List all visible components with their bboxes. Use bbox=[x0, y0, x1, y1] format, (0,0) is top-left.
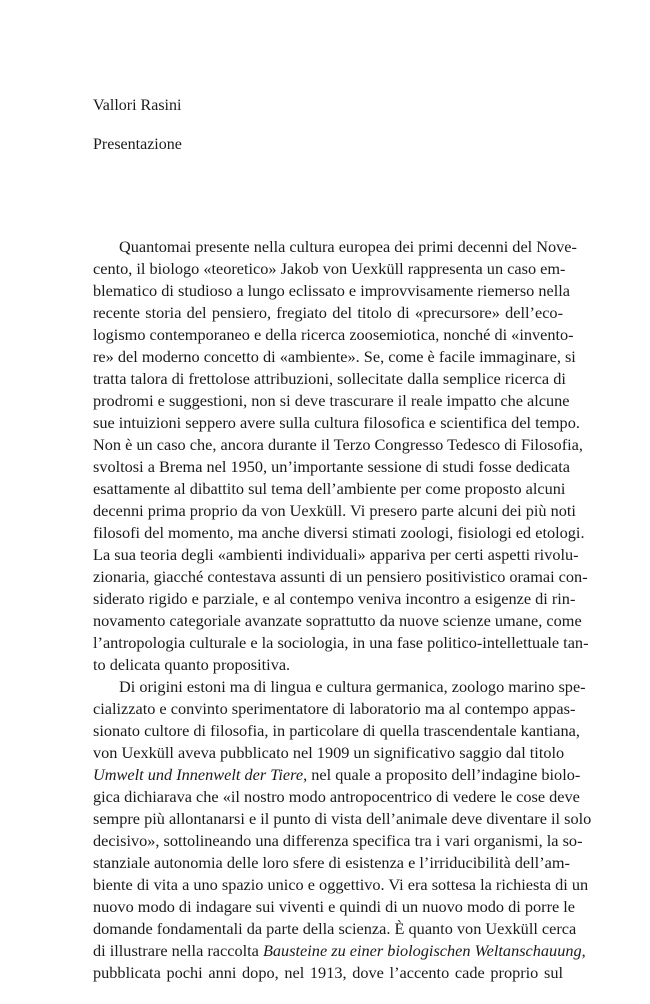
text-fragment: biente di vita a uno spazio unico e oggettivo. Vi era sottesa la richiesta di un bbox=[93, 875, 589, 894]
text-line bbox=[93, 236, 577, 258]
text-line bbox=[93, 588, 576, 610]
text-line bbox=[93, 544, 579, 566]
text-line bbox=[93, 852, 570, 874]
text-fragment: pubblicata pochi anni dopo, nel 1913, dove l’accento cade proprio sul bbox=[93, 963, 563, 982]
text-line bbox=[93, 896, 576, 918]
text-line bbox=[93, 874, 589, 896]
text-fragment: zionaria, giacché contestava assunti di un pensiero positivistico oramai con- bbox=[93, 567, 588, 586]
text-line bbox=[93, 786, 580, 808]
text-fragment: logismo contemporaneo e della ricerca zoosemiotica, nonché di «invento- bbox=[93, 325, 574, 344]
text-line bbox=[93, 654, 563, 676]
text-fragment: , bbox=[581, 941, 586, 960]
text-fragment: cializzato e convinto sperimentatore di laboratorio ma al contempo appas- bbox=[93, 699, 576, 718]
text-fragment: prodromi e suggestioni, non si deve trascurare il reale impatto che alcune bbox=[93, 391, 570, 410]
text-line bbox=[93, 324, 574, 346]
text-line bbox=[93, 280, 571, 302]
text-line bbox=[93, 368, 566, 390]
text-fragment: esattamente al dibattito sul tema dell’ambiente per come proposto alcuni bbox=[93, 479, 566, 498]
author-name: Vallori Rasini bbox=[93, 97, 182, 114]
text-line bbox=[93, 918, 577, 940]
text-line bbox=[93, 742, 563, 764]
text-fragment: gica dichiarava che «il nostro modo antropocentrico di vedere le cose deve bbox=[93, 787, 580, 806]
text-line bbox=[93, 346, 576, 368]
text-line bbox=[93, 720, 580, 742]
text-fragment: nuovo modo di indagare sui viventi e quindi di un nuovo modo di porre le bbox=[93, 897, 576, 916]
text-line bbox=[93, 500, 576, 522]
text-fragment: Di origini estoni ma di lingua e cultura germanica, zoologo marino spe- bbox=[119, 677, 586, 696]
text-line bbox=[93, 830, 583, 852]
text-line bbox=[93, 962, 563, 984]
text-line bbox=[93, 566, 588, 588]
text-line bbox=[93, 632, 589, 654]
text-fragment: Quantomai presente nella cultura europea dei primi decenni del Nove- bbox=[119, 237, 577, 256]
text-line bbox=[93, 478, 566, 500]
text-fragment: siderato rigido e parziale, e al contempo veniva incontro a esigenze di rin- bbox=[93, 589, 576, 608]
text-fragment: sionato cultore di filosofia, in particolare di quella trascendentale kantiana, bbox=[93, 721, 580, 740]
text-fragment: decenni prima proprio da von Uexküll. Vi presero parte alcuni dei più noti bbox=[93, 501, 576, 520]
text-line bbox=[93, 610, 582, 632]
text-line bbox=[93, 764, 581, 786]
text-fragment: , nel quale a proposito dell’indagine biolo- bbox=[303, 765, 581, 784]
text-fragment: re» del moderno concetto di «ambiente». Se, come è facile immaginare, si bbox=[93, 347, 576, 366]
text-line bbox=[93, 676, 586, 698]
text-line bbox=[93, 412, 580, 434]
text-fragment: cento, il biologo «teoretico» Jakob von Uexküll rappresenta un caso em- bbox=[93, 259, 566, 278]
text-fragment: blematico di studioso a lungo eclissato e improvvisamente riemerso nella bbox=[93, 281, 571, 300]
text-line bbox=[93, 434, 583, 456]
text-fragment: von Uexküll aveva pubblicato nel 1909 un significativo saggio dal titolo bbox=[93, 743, 565, 762]
text-line bbox=[93, 940, 586, 962]
text-line bbox=[93, 808, 592, 830]
text-fragment: tratta talora di frettolose attribuzioni, sollecitate dalla semplice ricerca di bbox=[93, 369, 566, 388]
body-text bbox=[93, 236, 592, 984]
text-line bbox=[93, 258, 566, 280]
text-fragment: filosofi del momento, ma anche diversi stimati zoologi, fisiologi ed etologi. bbox=[93, 523, 585, 542]
italic-title: Bausteine zu einer biologischen Weltanschauung bbox=[262, 941, 582, 960]
text-fragment: decisivo», sottolineando una differenza specifica tra i vari organismi, la so- bbox=[93, 831, 583, 850]
section-title: Presentazione bbox=[93, 136, 182, 153]
text-fragment: sue intuizioni seppero avere sulla cultura filosofica e scientifica del tempo. bbox=[93, 413, 580, 432]
text-fragment: La sua teoria degli «ambienti individuali» appariva per certi aspetti rivolu- bbox=[93, 545, 579, 564]
text-fragment: l’antropologia culturale e la sociologia, in una fase politico-intellettuale tan- bbox=[93, 633, 589, 652]
text-fragment: svoltosi a Brema nel 1950, un’importante sessione di studi fosse dedicata bbox=[93, 457, 571, 476]
text-fragment: di illustrare nella raccolta bbox=[93, 941, 263, 960]
text-fragment: to delicata quanto propositiva. bbox=[93, 655, 291, 674]
text-fragment: domande fondamentali da parte della scienza. È quanto von Uexküll cerca bbox=[93, 919, 577, 938]
text-line bbox=[93, 698, 576, 720]
text-fragment: recente storia del pensiero, fregiato del titolo di «precursore» dell’eco- bbox=[93, 303, 563, 322]
italic-title: Umwelt und Innenwelt der Tiere bbox=[93, 765, 304, 784]
text-fragment: Non è un caso che, ancora durante il Terzo Congresso Tedesco di Filosofia, bbox=[93, 435, 583, 454]
text-fragment: stanziale autonomia delle loro sfere di esistenza e l’irriducibilità dell’am- bbox=[93, 853, 570, 872]
text-fragment: sempre più allontanarsi e il punto di vista dell’animale deve diventare il solo bbox=[93, 809, 592, 828]
text-fragment: novamento categoriale avanzate soprattutto da nuove scienze umane, come bbox=[93, 611, 582, 630]
text-line bbox=[93, 522, 585, 544]
text-line bbox=[93, 456, 571, 478]
text-line bbox=[93, 302, 563, 324]
text-line bbox=[93, 390, 570, 412]
